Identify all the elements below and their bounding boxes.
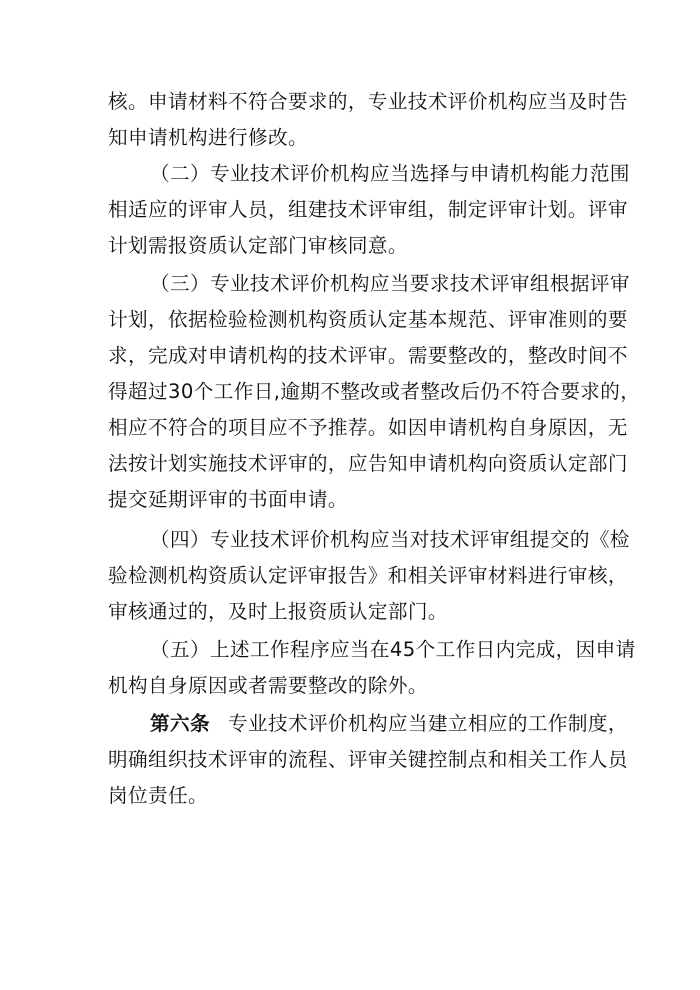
paragraph-item-5 xyxy=(108,632,636,704)
text-line: 相应不符合的项目应不予推荐。如因申请机构自身原因，无 xyxy=(108,416,628,439)
text-line: 知申请机构进行修改。 xyxy=(108,126,308,149)
text-line: （二）专业技术评价机构应当选择与申请机构能力范围 xyxy=(150,162,630,185)
text-line: 相适应的评审人员，组建技术评审组，制定评审计划。评审 xyxy=(108,198,628,221)
text-line: 审核通过的，及时上报资质认定部门。 xyxy=(108,600,448,623)
text-line: 求，完成对申请机构的技术评审。需要整改的，整改时间不 xyxy=(108,344,628,367)
text-line: （三）专业技术评价机构应当要求技术评审组根据评审 xyxy=(150,272,630,295)
text-line: 验检测机构资质认定评审报告》和相关评审材料进行审核， xyxy=(108,564,628,587)
text-line: 计划需报资质认定部门审核同意。 xyxy=(108,234,408,257)
text-line: 机构自身原因或者需要整改的除外。 xyxy=(108,674,428,697)
paragraph-continuation xyxy=(108,84,628,156)
text-line: 计划，依据检验检测机构资质认定基本规范、评审准则的要 xyxy=(108,308,628,331)
article-six xyxy=(108,706,628,814)
text-line: （五）上述工作程序应当在45个工作日内完成，因申请 xyxy=(150,638,636,661)
text-line: 岗位责任。 xyxy=(108,784,208,807)
paragraph-item-2 xyxy=(108,156,630,264)
paragraph-item-4 xyxy=(108,522,630,630)
text-line: 提交延期评审的书面申请。 xyxy=(108,488,348,511)
text-line: （四）专业技术评价机构应当对技术评审组提交的《检 xyxy=(150,528,630,551)
text-line: 明确组织技术评审的流程、评审关键控制点和相关工作人员 xyxy=(108,748,628,771)
article-text: 专业技术评价机构应当建立相应的工作制度， xyxy=(227,712,628,735)
article-label: 第六条 xyxy=(150,712,210,735)
text-line: 法按计划实施技术评审的，应告知申请机构向资质认定部门 xyxy=(108,452,628,475)
paragraph-item-3 xyxy=(108,266,641,518)
text-line: 核。申请材料不符合要求的，专业技术评价机构应当及时告 xyxy=(108,90,628,113)
text-line xyxy=(108,706,628,742)
text-line: 得超过30个工作日,逾期不整改或者整改后仍不符合要求的， xyxy=(108,380,641,403)
